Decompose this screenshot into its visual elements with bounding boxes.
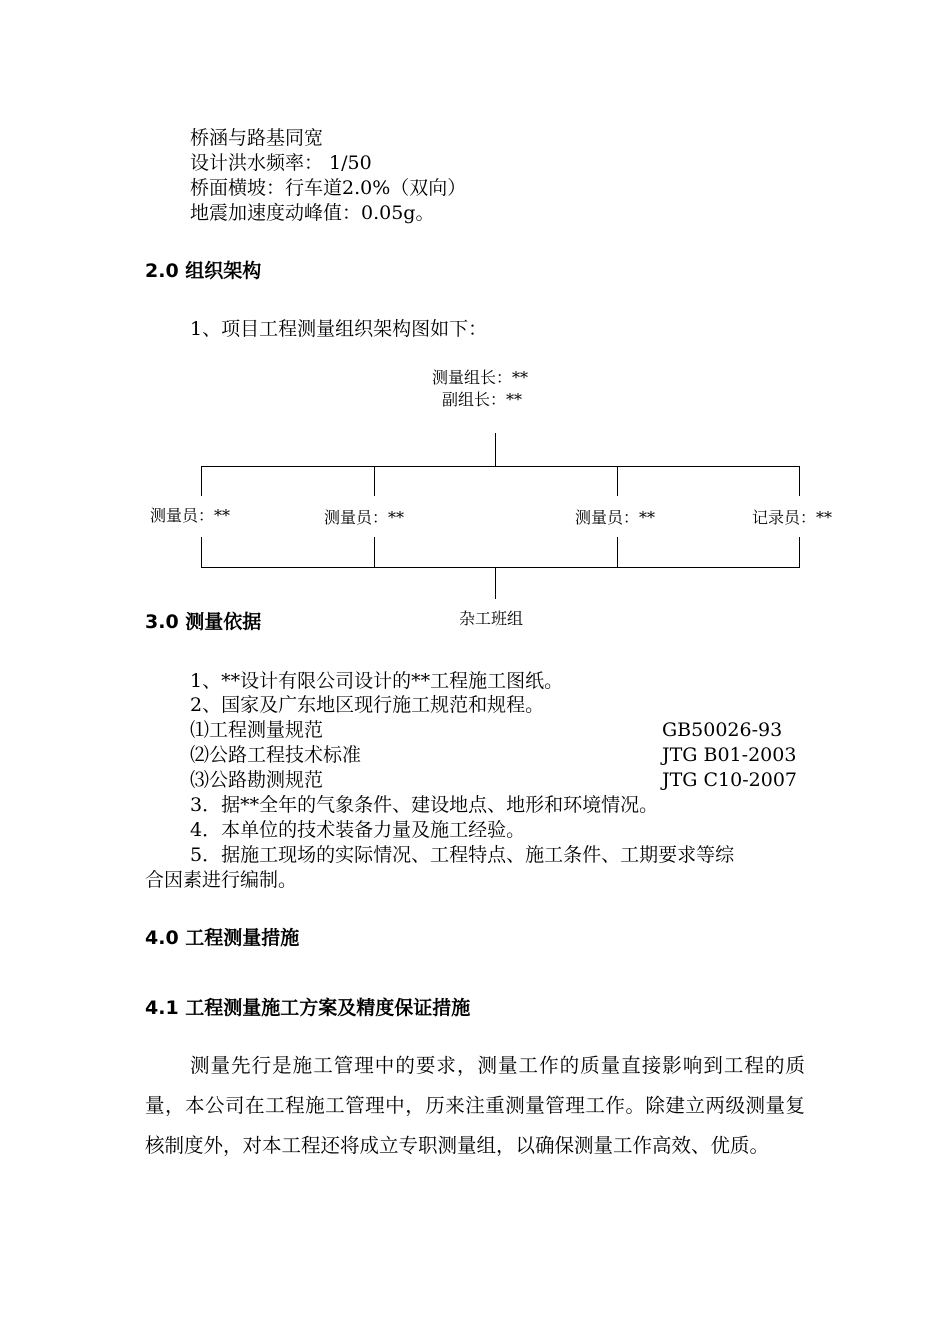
standard-name-2: ⑵公路工程技术标准	[190, 744, 362, 766]
org-chart-intro: 1、项目工程测量组织架构图如下：	[190, 318, 488, 340]
basis-item-5-line1: 5．据施工现场的实际情况、工程特点、施工条件、工期要求等综	[190, 844, 735, 866]
standard-code-1: GB50026-93	[662, 719, 783, 741]
org-line-top-bar	[201, 466, 800, 467]
standard-name-1: ⑴工程测量规范	[190, 719, 324, 741]
standard-name-3: ⑶公路勘测规范	[190, 769, 324, 791]
org-recorder: 记录员：**	[752, 508, 833, 527]
spec-flood: 设计洪水频率： 1/50	[190, 152, 372, 174]
section-41-heading: 4.1 工程测量施工方案及精度保证措施	[145, 997, 471, 1019]
org-member-2: 测量员：**	[324, 508, 405, 527]
org-line-drop-3	[617, 466, 618, 496]
basis-item-4: 4．本单位的技术装备力量及施工经验。	[190, 819, 526, 841]
standard-code-2: JTG B01-2003	[662, 744, 797, 766]
org-line-rise-1	[201, 537, 202, 568]
org-line-rise-2	[374, 537, 375, 568]
section-2-heading: 2.0 组织架构	[145, 260, 262, 282]
basis-item-2: 2、国家及广东地区现行施工规范和规程。	[190, 694, 545, 716]
org-line-drop-1	[201, 466, 202, 496]
org-line-rise-4	[799, 537, 800, 568]
basis-item-1: 1、**设计有限公司设计的**工程施工图纸。	[190, 670, 564, 692]
org-line-rise-3	[617, 537, 618, 568]
org-line-drop-4	[799, 466, 800, 496]
org-line-top-stem	[495, 433, 496, 467]
basis-item-5-line2: 合因素进行编制。	[145, 869, 298, 891]
standard-code-3: JTG C10-2007	[662, 769, 797, 791]
org-leader: 测量组长：**	[432, 368, 529, 387]
org-line-drop-2	[374, 466, 375, 496]
section-41-paragraph: 测量先行是施工管理中的要求，测量工作的质量直接影响到工程的质量，本公司在工程施工管理中，历来注重测量管理工作。除建立两级测量复核制度外，对本工程还将成立专职测量组，以确保测量工作高效、优质。	[145, 1054, 805, 1157]
section-3-heading: 3.0 测量依据	[145, 611, 262, 633]
org-member-3: 测量员：**	[575, 508, 656, 527]
org-member-1: 测量员：**	[150, 506, 231, 525]
basis-item-3: 3．据**全年的气象条件、建设地点、地形和环境情况。	[190, 794, 659, 816]
spec-slope: 桥面横坡：行车道2.0%（双向）	[190, 177, 467, 199]
org-bottom-group: 杂工班组	[459, 609, 524, 628]
section-4-heading: 4.0 工程测量措施	[145, 927, 300, 949]
org-line-bottom-bar	[201, 567, 800, 568]
org-deputy: 副组长：**	[442, 390, 523, 409]
org-line-bottom-stem	[495, 567, 496, 599]
spec-width: 桥涵与路基同宽	[190, 127, 324, 149]
spec-seismic: 地震加速度动峰值：0.05g。	[190, 202, 435, 224]
